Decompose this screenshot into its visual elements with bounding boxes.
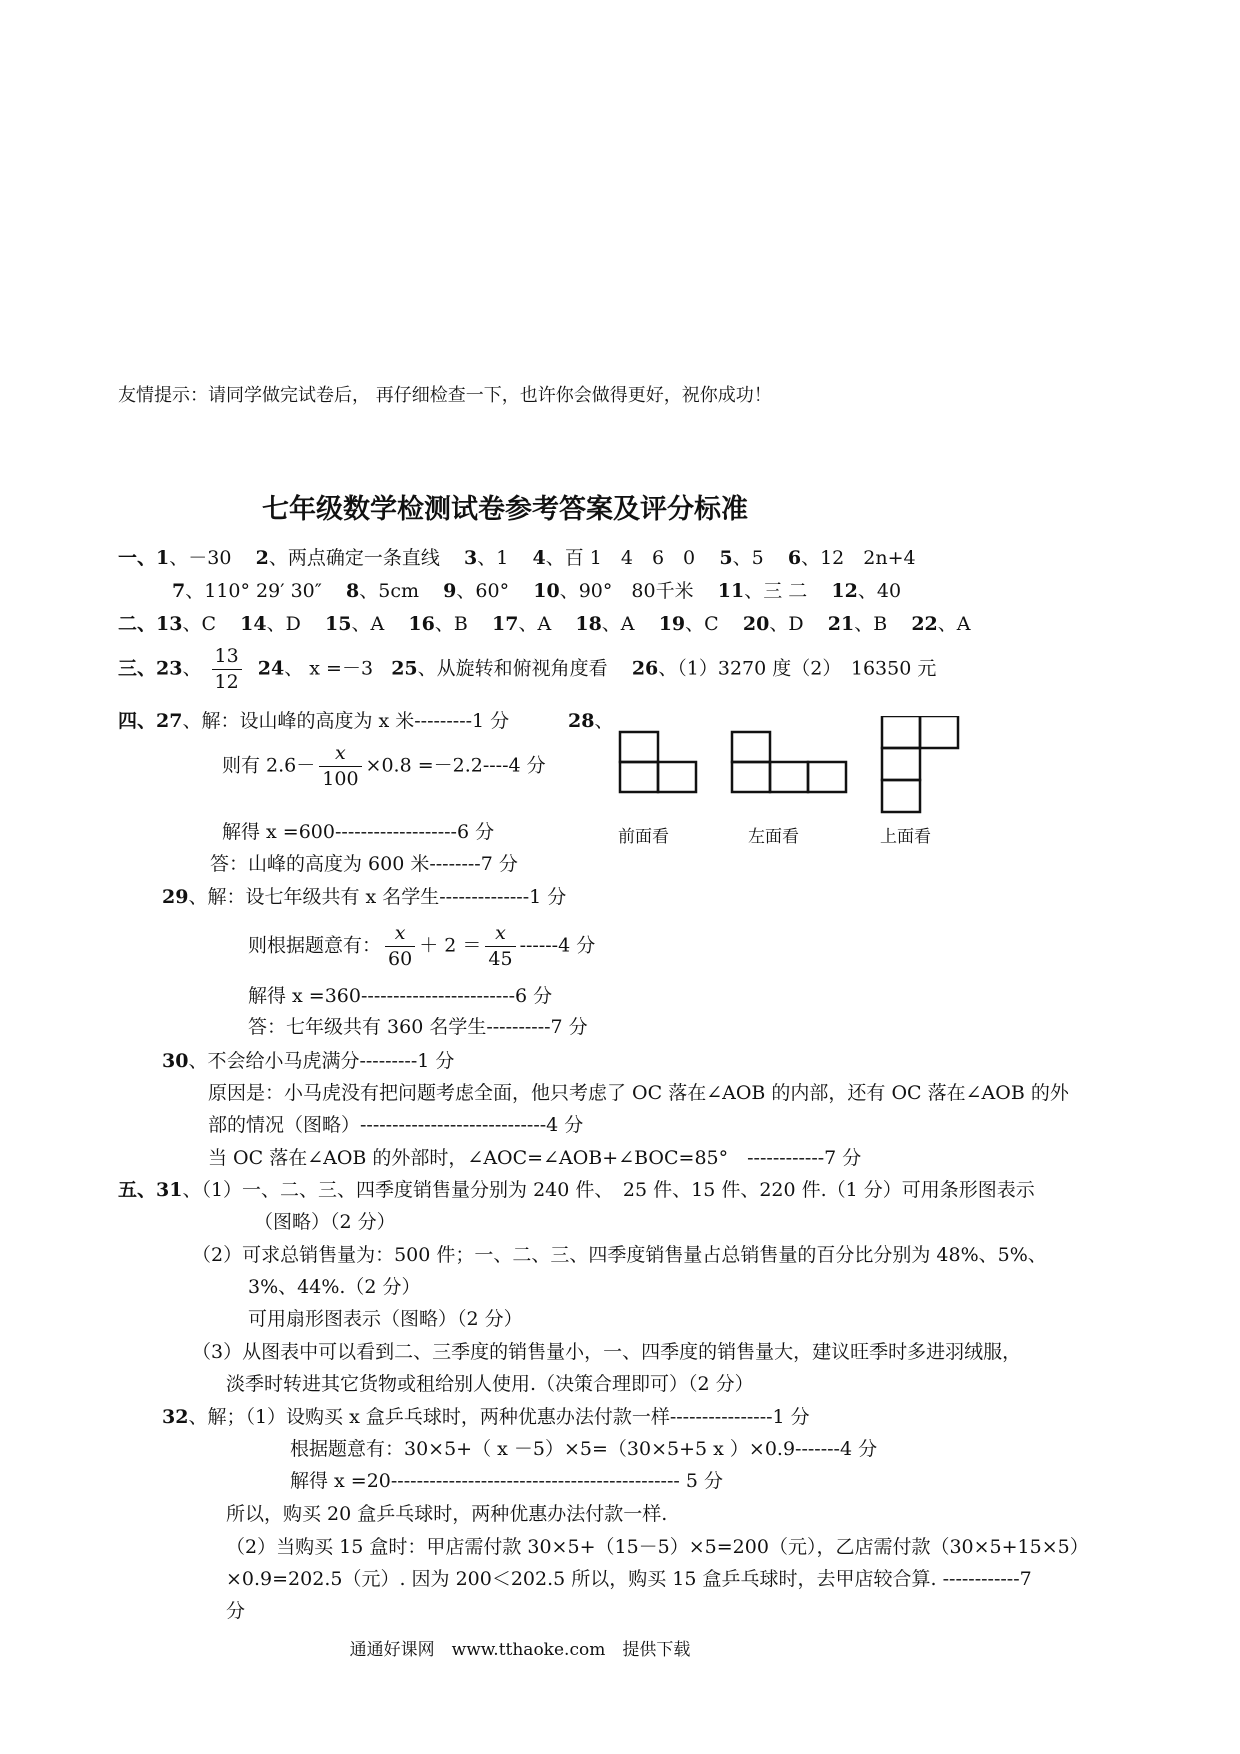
answer-text: 、B <box>434 613 468 635</box>
q27-line-3: 解得 x =600-------------------6 分 <box>222 821 495 843</box>
answer-text: 、D <box>266 613 301 635</box>
front-view-cell <box>620 762 658 792</box>
q-number: 24 <box>257 657 285 680</box>
fraction-23 <box>212 647 242 692</box>
q30-line-1 <box>162 1052 454 1071</box>
q-number: 30 <box>162 1050 189 1072</box>
section-2-line <box>118 615 971 634</box>
section-1-line-1 <box>118 549 916 568</box>
answer-text: 、60° <box>456 580 510 602</box>
answer-text: 、 x =－3 <box>284 657 374 680</box>
answer-text: 、40 <box>857 580 902 602</box>
q-number: 25 <box>391 657 418 680</box>
q30-line-3: 部的情况（图略）-----------------------------4 分 <box>208 1114 584 1136</box>
page-footer: 通通好课网 www.tthaoke.com 提供下载 <box>349 1640 691 1660</box>
q-number: 32 <box>162 1406 189 1428</box>
answer-text: 、5 <box>732 547 764 569</box>
q-number: 11 <box>717 580 745 602</box>
q29-line-1 <box>162 888 566 907</box>
equation-prefix: 则根据题意有： <box>248 934 382 957</box>
answer-text: 、B <box>854 613 888 635</box>
fraction-x-over-60 <box>385 924 415 969</box>
q-number: 9 <box>443 580 457 602</box>
q29-line-2 <box>248 924 595 969</box>
front-view-cell <box>620 732 658 762</box>
q30-line-4: 当 OC 落在∠AOB 的外部时，∠AOC=∠AOB+∠BOC=85° ------------7 分 <box>208 1147 862 1169</box>
fraction-denominator: 100 <box>319 766 361 789</box>
friendly-tip: 友情提示：请同学做完试卷后， 再仔细检查一下，也许你会做得更好，祝你成功！ <box>118 385 772 406</box>
answer-text: 、解：设山峰的高度为 x 米---------1 分 <box>182 710 510 732</box>
fraction-x-over-45 <box>485 924 515 969</box>
q-number: 三、23 <box>118 657 183 680</box>
answer-text: 、百 1 4 6 0 <box>545 547 696 569</box>
q-number: 16 <box>408 613 435 635</box>
fraction-numerator: x <box>394 922 406 944</box>
q-number: 28 <box>568 710 595 732</box>
answer-text: 、－30 <box>169 547 232 569</box>
separator: 、 <box>182 657 202 680</box>
answer-text: 、（1）3270 度（2） 16350 元 <box>658 657 937 680</box>
left-view-cell <box>732 762 770 792</box>
answer-text: 、三 二 <box>744 580 808 602</box>
answer-text: 、不会给小马虎满分---------1 分 <box>188 1050 455 1072</box>
top-view-cell <box>882 748 920 780</box>
q-number: 四、27 <box>118 710 183 732</box>
front-view-cell <box>658 762 696 792</box>
q-number: 18 <box>575 613 602 635</box>
q31-line-3: （2）可求总销售量为：500 件；一、二、三、四季度销售量占总销售量的百分比分别为 48%、5%、 <box>192 1244 1047 1266</box>
q-number: 3 <box>464 547 478 569</box>
q-number: 一、1 <box>118 547 170 569</box>
q31-line-1 <box>118 1181 1035 1200</box>
answer-text: 、A <box>351 613 385 635</box>
equation-suffix: ------4 分 <box>519 934 596 957</box>
answer-text: 、12 2n+4 <box>801 547 916 569</box>
left-view-cell <box>808 762 846 792</box>
q28-three-views <box>616 716 966 816</box>
fraction-x-over-100 <box>319 744 361 789</box>
answer-text: 、110° 29′ 30″ <box>185 580 322 602</box>
q32-line-1 <box>162 1408 810 1427</box>
q29-line-3: 解得 x =360------------------------6 分 <box>248 985 553 1007</box>
fraction-denominator: 12 <box>212 669 242 692</box>
q32-line-2: 根据题意有：30×5+（ x －5）×5=（30×5+5 x ）×0.9-------4 分 <box>290 1438 878 1460</box>
q-number: 五、31 <box>118 1179 183 1201</box>
front-view-caption: 前面看 <box>618 827 669 847</box>
q27-line-4: 答：山峰的高度为 600 米--------7 分 <box>210 853 518 875</box>
fraction-numerator: 13 <box>214 645 239 667</box>
q31-line-2: （图略）（2 分） <box>254 1211 396 1233</box>
answer-text: 、A <box>937 613 971 635</box>
q27-line-1 <box>118 712 509 731</box>
q28-label <box>568 712 613 731</box>
equation-middle: ＋ 2 ＝ <box>419 934 482 957</box>
section-3-line <box>118 647 936 692</box>
top-view-cell <box>882 780 920 812</box>
answer-text: 、从旋转和俯视角度看 <box>417 657 608 680</box>
q-number: 二、13 <box>118 613 183 635</box>
equation-prefix: 则有 2.6－ <box>222 754 316 777</box>
q-number: 22 <box>911 613 938 635</box>
q-number: 29 <box>162 886 189 908</box>
three-views-drawing <box>616 716 966 816</box>
equation-suffix: ×0.8 =－2.2----4 分 <box>365 754 546 777</box>
q-number: 26 <box>631 657 659 680</box>
q32-line-7: 分 <box>226 1600 246 1622</box>
answer-text: 、90° 80千米 <box>559 580 694 602</box>
q-number: 2 <box>255 547 269 569</box>
top-view-cell <box>920 716 958 748</box>
q-number: 5 <box>719 547 733 569</box>
q-number: 21 <box>827 613 855 635</box>
answer-text: 、1 <box>477 547 509 569</box>
q-number: 15 <box>325 613 352 635</box>
q-number: 14 <box>240 613 267 635</box>
q-number: 4 <box>532 547 546 569</box>
answer-text: 、（1）一、二、三、四季度销售量分别为 240 件、 25 件、15 件、220 件.（1 分）可用条形图表示 <box>182 1179 1035 1201</box>
q-number: 10 <box>533 580 560 602</box>
q-number: 8 <box>346 580 360 602</box>
q-number: 7 <box>172 580 186 602</box>
left-view-caption: 左面看 <box>748 827 799 847</box>
q-number: 6 <box>787 547 802 569</box>
q32-line-4: 所以，购买 20 盒乒乓球时，两种优惠办法付款一样. <box>226 1503 668 1525</box>
q32-line-6: ×0.9=202.5（元）. 因为 200＜202.5 所以，购买 15 盒乒乓球时，去甲店较合算. ------------7 <box>226 1568 1032 1590</box>
fraction-numerator: x <box>335 742 346 764</box>
q32-line-3: 解得 x =20--------------------------------------------- 5 分 <box>290 1470 723 1492</box>
fraction-numerator: x <box>495 922 506 944</box>
answer-text: 、A <box>601 613 635 635</box>
q27-line-2 <box>222 744 546 789</box>
fraction-denominator: 45 <box>485 946 515 969</box>
left-view-cell <box>770 762 808 792</box>
q-number: 20 <box>742 613 770 635</box>
answer-text: 、C <box>685 613 719 635</box>
q31-line-6: （3）从图表中可以看到二、三季度的销售量小，一、四季度的销售量大，建议旺季时多进羽绒服， <box>192 1341 1022 1363</box>
answer-text: 、解：设七年级共有 x 名学生--------------1 分 <box>188 886 567 908</box>
fraction-denominator: 60 <box>385 946 415 969</box>
section-1-line-2 <box>172 582 901 601</box>
answer-text: 、D <box>769 613 804 635</box>
q29-line-4: 答：七年级共有 360 名学生----------7 分 <box>248 1016 588 1038</box>
answer-text: 、解；（1）设购买 x 盒乒乓球时，两种优惠办法付款一样----------------1 分 <box>188 1406 810 1428</box>
q-number: 12 <box>831 580 858 602</box>
q30-line-2: 原因是：小马虎没有把问题考虑全面，他只考虑了 OC 落在∠AOB 的内部，还有 OC 落在∠AOB 的外 <box>208 1082 1069 1104</box>
document-title: 七年级数学检测试卷参考答案及评分标准 <box>262 494 748 525</box>
q31-line-5: 可用扇形图表示（图略）（2 分） <box>248 1308 523 1330</box>
answer-text: 、C <box>182 613 216 635</box>
q-number: 19 <box>658 613 686 635</box>
top-view-caption: 上面看 <box>880 827 931 847</box>
q31-line-4: 3%、44%.（2 分） <box>248 1276 421 1298</box>
q31-line-7: 淡季时转进其它货物或租给别人使用.（决策合理即可）（2 分） <box>226 1373 754 1395</box>
top-view-cell <box>882 716 920 748</box>
separator: 、 <box>594 710 614 732</box>
q32-line-5: （2）当购买 15 盒时：甲店需付款 30×5+（15－5）×5=200（元），乙店需付款（30×5+15×5） <box>226 1536 1089 1558</box>
q-number: 17 <box>491 613 519 635</box>
answer-text: 、5cm <box>359 580 419 602</box>
answer-text: 、A <box>518 613 552 635</box>
left-view-cell <box>732 732 770 762</box>
answer-text: 、两点确定一条直线 <box>268 547 440 569</box>
